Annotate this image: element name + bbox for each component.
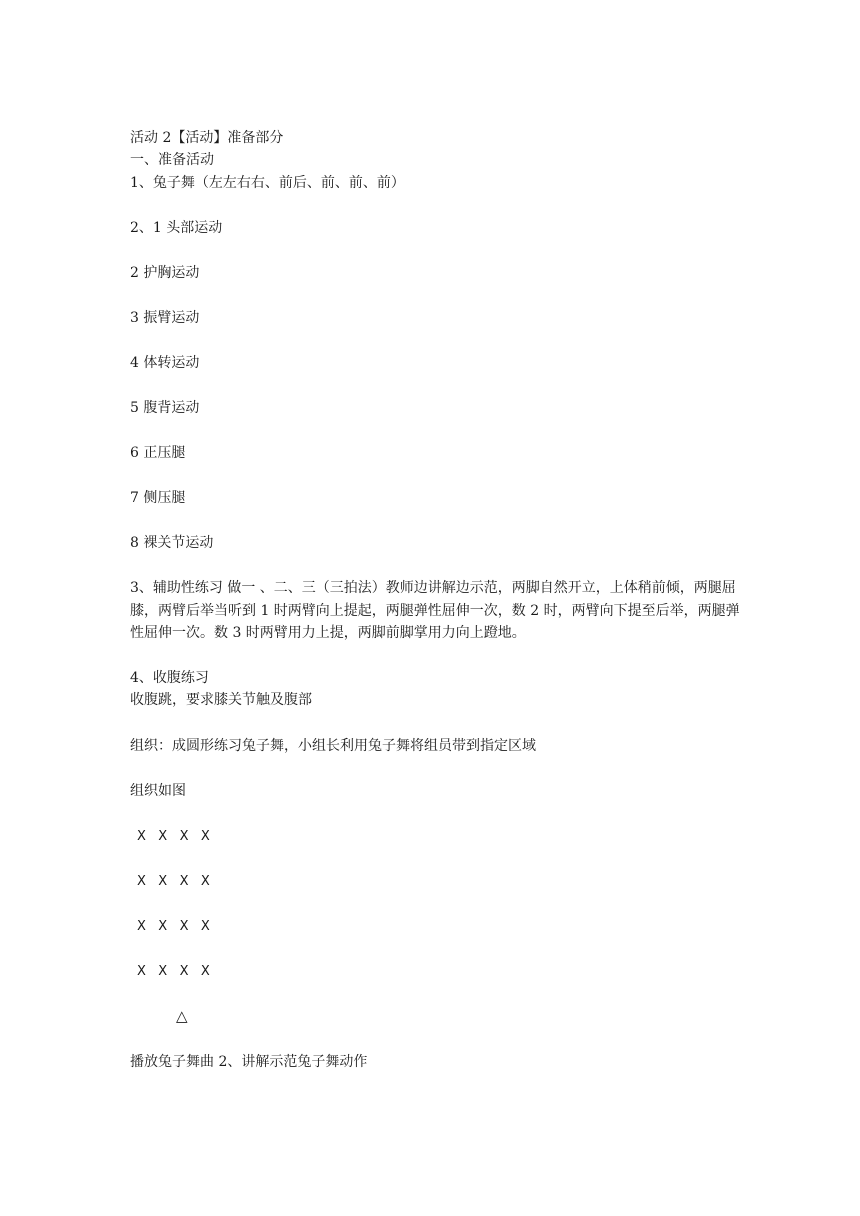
step-ankle: 8 裸关节运动	[130, 535, 214, 551]
closing-line: 播放兔子舞曲 2、讲解示范兔子舞动作	[130, 1054, 368, 1070]
item-abdominal-practice: 4、收腹练习	[130, 670, 209, 686]
teacher-triangle-mark: △	[176, 1007, 188, 1025]
step-side-leg-press: 7 侧压腿	[130, 490, 186, 506]
section-heading: 一、准备活动	[130, 152, 214, 168]
formation-row: X X X X	[137, 874, 210, 889]
formation-row: X X X X	[137, 964, 210, 979]
item-head-exercise: 2、1 头部运动	[130, 220, 223, 236]
formation-row: X X X X	[137, 829, 210, 844]
item-rabbit-dance: 1、兔子舞（左左右右、前后、前、前、前）	[130, 175, 405, 191]
organization-text: 组织：成圆形练习兔子舞，小组长利用兔子舞将组员带到指定区域	[130, 738, 536, 754]
step-abdomen-back: 5 腹背运动	[130, 400, 200, 416]
abdominal-description: 收腹跳，要求膝关节触及腹部	[130, 692, 312, 708]
step-body-turn: 4 体转运动	[130, 355, 200, 371]
step-chest: 2 护胸运动	[130, 265, 200, 281]
organization-figure-label: 组织如图	[130, 783, 186, 799]
step-front-leg-press: 6 正压腿	[130, 445, 186, 461]
activity-title: 活动 2【活动】准备部分	[130, 130, 284, 146]
step-arm-swing: 3 振臂运动	[130, 310, 200, 326]
item-auxiliary-practice: 3、辅助性练习 做一 、二、三（三拍法）教师边讲解边示范，两脚自然开立，上体稍前倾，两腿屈膝，两臂后举当听到 1 时两臂向上提起，两腿弹性屈伸一次，数 2 时，两臂向下提至后举，两腿弹性屈伸一次。数 3 时两臂用力上提，两脚前脚掌用力向上蹬地。	[130, 580, 740, 641]
formation-row: X X X X	[137, 919, 210, 934]
